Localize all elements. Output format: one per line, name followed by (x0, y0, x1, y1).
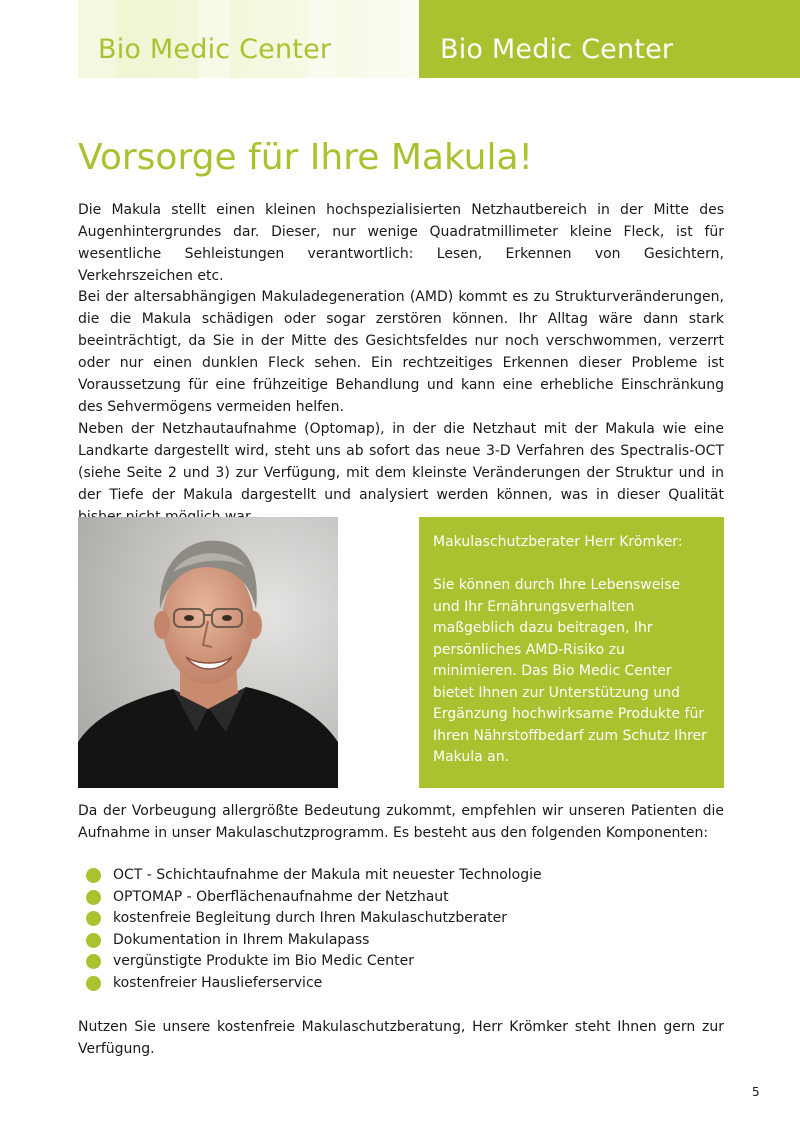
header-left-banner (78, 0, 418, 78)
list-item-label: OPTOMAP - Oberflächenaufnahme der Netzhaut (113, 888, 449, 905)
list-item (86, 951, 542, 973)
list-item-label: OCT - Schichtaufnahme der Makula mit neuester Technologie (113, 867, 542, 883)
header-right-title: Bio Medic Center (440, 34, 674, 65)
list-item (86, 930, 542, 952)
bullet-dot-icon (86, 976, 101, 991)
program-components-list (86, 865, 542, 995)
header-left-title: Bio Medic Center (98, 34, 332, 65)
bullet-dot-icon (86, 933, 101, 948)
advisor-box-text: Sie können durch Ihre Lebensweise und Ihr Ernährungsverhalten maßgeblich dazu beitragen, Ihr persönliches AMD-Risiko zu minimieren. Das Bio Medic Center bietet Ihnen zur Unterstützung und Ergänzung hochwirksame Produkte für Ihren Nährstoffbedarf zum Schutz Ihrer Makula an. (433, 577, 707, 765)
advisor-box-title: Makulaschutzberater Herr Krömker: (433, 534, 683, 550)
list-item-label: kostenfreier Hauslieferservice (113, 974, 323, 991)
paragraph-amd: Bei der altersabhängigen Makuladegeneration (AMD) kommt es zu Strukturveränderungen, die die Makula schädigen oder sogar zerstören können. Ihr Alltag wäre dann stark beeinträchtigt, da Sie in der Mitte des Gesichtsfeldes nur noch verschwommen, verzerrt oder nur einen dunklen Fleck sehen. Ein rechtzeitiges Erkennen dieser Probleme ist Voraussetzung für eine frühzeitige Behandlung und kann eine erhebliche Einschränkung des Sehvermögens vermeiden helfen. (78, 289, 724, 415)
paragraph-program-intro: Da der Vorbeugung allergrößte Bedeutung zukommt, empfehlen wir unseren Patienten die Aufnahme in unser Makulaschutzprogramm. Es besteht aus den folgenden Komponenten: (78, 803, 724, 841)
list-item-label: vergünstigte Produkte im Bio Medic Center (113, 953, 415, 970)
paragraph-oct: Neben der Netzhautaufnahme (Optomap), in der die Netzhaut mit der Makula wie eine Landkarte dargestellt wird, steht uns ab sofort das neue 3-D Verfahren des Spectralis-OCT (siehe Seite 2 und 3) zur Verfügung, mit dem kleinste Veränderungen der Struktur und in der Tiefe der Makula dargestellt und analysiert werden können, was in dieser Qualität (78, 421, 724, 503)
bullet-dot-icon (86, 890, 101, 905)
list-item (86, 908, 542, 930)
list-item-label: Dokumentation in Ihrem Makulapass (113, 931, 370, 948)
paragraph-makula-intro: Die Makula stellt einen kleinen hochspezialisierten Netzhautbereich in der Mitte des Augenhintergrundes dar. Dieser, nur wenige Quadratmillimeter kleine Fleck, ist für wesentliche Sehleistungen verantwortlich: Lesen, Erkennen von Gesichtern, Verkehrszeichen etc. (78, 202, 724, 284)
page-number: 5 (752, 1085, 760, 1099)
paragraph-closing: Nutzen Sie unsere kostenfreie Makulaschutzberatung, Herr Krömker steht Ihnen gern zur Verfügung. (78, 1019, 724, 1057)
list-item (86, 973, 542, 995)
list-item-label: kostenfreie Begleitung durch Ihren Makulaschutzberater (113, 910, 508, 927)
bullet-dot-icon (86, 868, 101, 883)
list-item (86, 865, 542, 887)
list-item (86, 887, 542, 909)
advisor-portrait-photo (78, 517, 338, 788)
bullet-dot-icon (86, 911, 101, 926)
bullet-dot-icon (86, 954, 101, 969)
page-title: Vorsorge für Ihre Makula! (78, 137, 533, 178)
advisor-info-box (419, 517, 724, 788)
header-right-banner (419, 0, 800, 78)
